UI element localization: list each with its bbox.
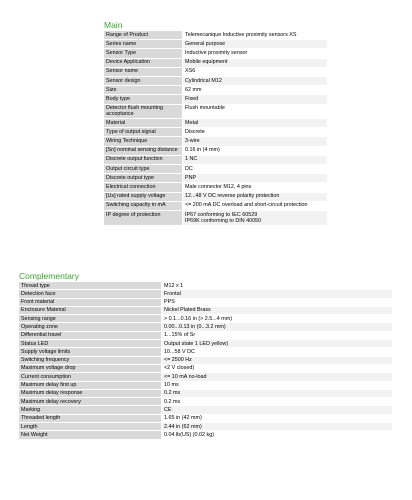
complementary-spec-value: 0.2 ms [162,389,393,397]
complementary-spec-row [19,356,393,364]
main-spec-value: Telemecanique Inductive proximity sensors XS [183,31,328,40]
complementary-spec-value: > 0.1...0.16 in (> 2.5...4 mm) [162,315,393,323]
complementary-spec-value: Output state 1 LED yellow) [162,340,393,348]
main-spec-value-line: IP67 conforming to IEC 60529 [185,211,258,218]
main-spec-row [104,67,328,76]
main-section-title: Main [104,20,123,30]
complementary-spec-row [19,290,393,298]
main-spec-value: Mobile equipment [183,58,328,67]
main-spec-value: Discrete [183,128,328,137]
complementary-spec-row [19,340,393,348]
main-spec-table [104,31,328,226]
complementary-spec-row [19,282,393,290]
complementary-spec-label: Marking [19,406,162,414]
main-spec-value: Fixed [183,95,328,104]
main-spec-label: Series name [104,40,183,49]
main-spec-value: Inductive proximity sensor [183,49,328,58]
complementary-spec-value: <= 10 mA no-load [162,373,393,381]
complementary-section-title: Complementary [19,271,79,281]
complementary-spec-label: Net Weight [19,431,162,439]
main-spec-row [104,104,328,119]
main-spec-label: Sensor design [104,76,183,85]
complementary-spec-row [19,389,393,397]
complementary-spec-table [19,282,393,440]
main-spec-row [104,137,328,146]
main-spec-value: 62 mm [183,86,328,95]
complementary-spec-value: 0.00...0.13 in (0...3.2 mm) [162,323,393,331]
main-spec-label: Detector flush mounting acceptance [104,104,183,119]
complementary-spec-label: Maximum delay first up [19,381,162,389]
main-spec-label: Body type [104,95,183,104]
main-spec-row [104,174,328,183]
main-spec-label: Material [104,119,183,128]
complementary-spec-label: Threaded length [19,414,162,422]
complementary-spec-value: M12 x 1 [162,282,393,290]
main-spec-value: 12...48 V DC reverse polarity protection [183,192,328,201]
main-spec-row [104,128,328,137]
main-spec-label: Switching capacity in mA [104,201,183,210]
main-spec-row [104,183,328,192]
complementary-spec-label: Enclosure Material [19,306,162,314]
main-spec-row [104,165,328,174]
complementary-spec-value: <2 V closed) [162,364,393,372]
complementary-spec-label: Thread type [19,282,162,290]
complementary-spec-value: 0.2 ms [162,398,393,406]
complementary-spec-row [19,406,393,414]
main-spec-row [104,86,328,95]
main-spec-label: [Us] rated supply voltage [104,192,183,201]
main-spec-row [104,58,328,67]
main-spec-value: General purpose [183,40,328,49]
complementary-spec-label: Switching frequency [19,356,162,364]
main-spec-row [104,119,328,128]
main-spec-row [104,95,328,104]
main-spec-row [104,31,328,40]
main-spec-label: Size [104,86,183,95]
complementary-spec-value: 10...58 V DC [162,348,393,356]
main-spec-row [104,40,328,49]
complementary-spec-value: 1...15% of Sr [162,331,393,339]
main-spec-value: Metal [183,119,328,128]
complementary-spec-label: Maximum voltage drop [19,364,162,372]
main-spec-value: PNP [183,174,328,183]
main-spec-row [104,192,328,201]
main-spec-label: Discrete output type [104,174,183,183]
complementary-spec-value: Frontal [162,290,393,298]
complementary-spec-row [19,423,393,431]
complementary-spec-label: Maximum delay response [19,389,162,397]
main-spec-value: XS6 [183,67,328,76]
complementary-spec-label: Detection face [19,290,162,298]
main-spec-value: Male connector M12, 4 pins [183,183,328,192]
main-spec-label: Type of output signal [104,128,183,137]
complementary-spec-value: CE [162,406,393,414]
complementary-spec-row [19,331,393,339]
main-spec-row [104,49,328,58]
complementary-spec-label: Maximum delay recovery [19,398,162,406]
complementary-spec-label: Front material [19,298,162,306]
main-spec-row [104,146,328,155]
complementary-spec-label: Differential travel [19,331,162,339]
complementary-spec-label: Length [19,423,162,431]
main-spec-label: Sensor name [104,67,183,76]
complementary-spec-label: Operating zone [19,323,162,331]
main-spec-label: Wiring Technique [104,137,183,146]
complementary-spec-row [19,315,393,323]
complementary-spec-row [19,398,393,406]
main-spec-label: Sensor Type [104,49,183,58]
main-spec-label: Output circuit type [104,165,183,174]
main-spec-label: Electrical connection [104,183,183,192]
main-spec-value: DC [183,165,328,174]
complementary-spec-value: 2.44 in (62 mm) [162,423,393,431]
complementary-spec-row [19,364,393,372]
complementary-spec-row [19,306,393,314]
complementary-spec-value: <= 2500 Hz [162,356,393,364]
complementary-spec-value: 0.04 lb(US) (0.02 kg) [162,431,393,439]
main-spec-value: <= 200 mA DC overload and short-circuit protection [183,201,328,210]
complementary-spec-label: Sensing range [19,315,162,323]
main-spec-value: 3-wire [183,137,328,146]
main-spec-row [104,201,328,210]
main-spec-value: 0.16 in (4 mm) [183,146,328,155]
complementary-spec-row [19,431,393,439]
complementary-spec-row [19,348,393,356]
complementary-spec-value: 1.65 in (42 mm) [162,414,393,422]
complementary-spec-label: Current consumption [19,373,162,381]
main-spec-label: Discrete output function [104,155,183,164]
complementary-spec-row [19,298,393,306]
complementary-spec-value: 10 ms [162,381,393,389]
main-spec-label: Range of Product [104,31,183,40]
main-spec-label: Device Application [104,58,183,67]
complementary-spec-value: Nickel Plated Brass [162,306,393,314]
complementary-spec-value: PPS [162,298,393,306]
main-spec-label: [Sn] nominal sensing distance [104,146,183,155]
main-spec-value: 1 NC [183,155,328,164]
main-spec-label: IP degree of protection [104,210,183,225]
main-spec-row [104,76,328,85]
complementary-spec-row [19,373,393,381]
complementary-spec-label: Supply voltage limits [19,348,162,356]
complementary-spec-row [19,381,393,389]
main-spec-row [104,210,328,225]
complementary-spec-row [19,414,393,422]
complementary-spec-label: Status LED [19,340,162,348]
main-spec-value: Cylindrical M12 [183,76,328,85]
complementary-spec-row [19,323,393,331]
main-spec-value: Flush mountable [183,104,328,119]
main-spec-value-line: IP69K conforming to DIN 40050 [185,217,262,224]
main-spec-value [183,210,328,225]
main-spec-row [104,155,328,164]
